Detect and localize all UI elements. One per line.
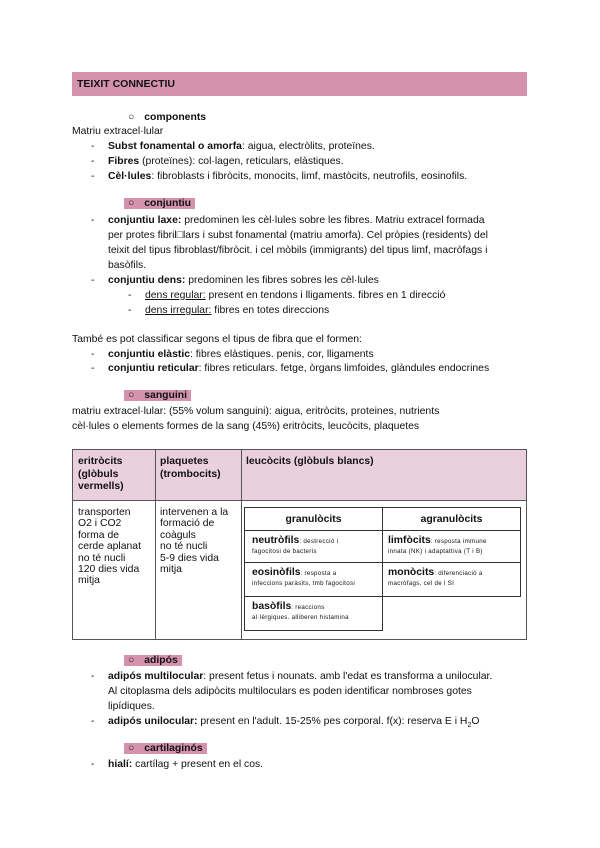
sub-list-item-text: dens regular: present en tendons i lligaments. fibres en 1 direcció (145, 290, 446, 301)
text-line: basòfils. (108, 260, 147, 271)
heading-components: ○ components (128, 112, 207, 123)
list-item: - (91, 759, 95, 770)
leukocytes-subtable (244, 507, 525, 633)
circle-bullet-icon: ○ (128, 198, 135, 209)
monocytes-cell: monòcits: diferenciació a macròfags, cel de l SI (382, 562, 521, 597)
heading-adipos: ○ adipós (124, 655, 182, 666)
text-line: lipídiques. (108, 701, 155, 712)
agranulocytes-header-cell: agranulòcits (382, 507, 521, 531)
blood-cells-table (72, 449, 527, 640)
circle-bullet-icon: ○ (128, 655, 135, 666)
list-item-text: conjuntiu reticular: fibres reticulars. fetge, òrgans limfoides, glàndules endocrines (108, 363, 490, 374)
granulocytes-header-cell: granulòcits (244, 507, 383, 531)
list-item: - (91, 363, 95, 374)
circle-bullet-icon: ○ (128, 112, 135, 123)
heading-conjuntiu: ○ conjuntiu (124, 198, 195, 209)
circle-bullet-icon: ○ (128, 390, 135, 401)
list-item: - (91, 156, 95, 167)
list-item: - (91, 215, 95, 226)
list-item-text: Subst fonamental o amorfa: aigua, electròlits, proteïnes. (108, 141, 375, 152)
page-title: TEIXIT CONNECTIU (77, 78, 176, 90)
list-item-text: conjuntiu elàstic: fibres elàstiques. penis, cor, lligaments (108, 349, 374, 360)
sub-list-item: - (128, 305, 132, 316)
heading-cartilaginos: ○ cartilaginós (124, 743, 207, 754)
list-item-text: Cèl·lules: fibroblasts i fibròcits, monocits, limf, mastòcits, neutrofils, eosinofils. (108, 171, 468, 182)
basophils-cell: basòfils: reaccions al·lèrgiques. alliberen histamina (244, 596, 383, 631)
eosinophils-cell: eosinòfils: resposta a infeccions paràsits, tmb fagocitosi (244, 562, 383, 597)
table-header-leukocytes: leucòcits (glòbuls blancs) (246, 456, 374, 467)
table-cell-platelets: intervenen a la formació de coàguls no té nucli 5-9 dies vida mitja (160, 507, 229, 576)
list-item: - (91, 349, 95, 360)
circle-bullet-icon: ○ (128, 743, 135, 754)
cartilaginos-hiali-text: hialí: cartílag + present en el cos. (108, 759, 264, 770)
list-item: - (91, 275, 95, 286)
sanguini-line-1: matriu extracel·lular: (55% volum sanguini): aigua, eritròcits, proteines, nutrients (72, 406, 440, 417)
section-title-bar (72, 72, 527, 96)
sub-list-item: - (128, 290, 132, 301)
table-cell-erythrocytes: transporten O2 i CO2 forma de cerde aplanat no té nucli 120 dies vida mitja (78, 507, 141, 587)
table-header-erythrocytes: eritròcits (glòbuls vermells) (78, 456, 124, 492)
text-line: per protes fibril□lars i subst fonamental (matriu amorfa). Cel pròpies (residents) del (108, 230, 488, 241)
text-line: Al citoplasma dels adipòcits multiloculars es poden identificar nombroses gotes (108, 686, 472, 697)
list-item: - (91, 671, 95, 682)
list-item: - (91, 141, 95, 152)
components-intro: Matriu extracel·lular (72, 126, 164, 137)
table-header-platelets: plaquetes (trombocits) (160, 456, 221, 480)
conjuntiu-dens-text: conjuntiu dens: predominen les fibres sobres les cèl·lules (108, 275, 379, 286)
conjuntiu-laxe-text: conjuntiu laxe: predominen les cèl·lules sobre les fibres. Matriu extracel formada (108, 215, 485, 226)
adipos-multilocular-text: adipós multilocular: present fetus i nounats. amb l'edat es transforma a unilocular. (108, 671, 493, 682)
sub-list-item-text: dens irregular: fibres en totes direccions (145, 305, 330, 316)
text-line: teixit del tipus fibroblast/fibròcit. i cel mòbils (immigrants) del tipus limf, macròfags i (108, 245, 488, 256)
list-item: - (91, 171, 95, 182)
classification-note: També es pot classificar segons el tipus de fibra que el formen: (72, 334, 362, 345)
list-item-text: Fibres (proteïnes): col·lagen, reticulars, elàstiques. (108, 156, 344, 167)
heading-sanguini: ○ sanguini (124, 390, 191, 401)
adipos-unilocular-text: adipós unilocular: present en l'adult. 15-25% pes corporal. f(x): reserva E i $H_2O$ (108, 716, 480, 730)
list-item: - (91, 716, 95, 727)
sanguini-line-2: cèl·lules o elements formes de la sang (45%) eritròcits, leucòcits, plaquetes (72, 421, 420, 432)
lymphocytes-cell: limfòcits: resposta immune innata (NK) i adaptattiva (T i B) (382, 530, 521, 563)
neutrophils-cell: neutròfils: destrecció i fagocitosi de bacteris (244, 530, 383, 563)
